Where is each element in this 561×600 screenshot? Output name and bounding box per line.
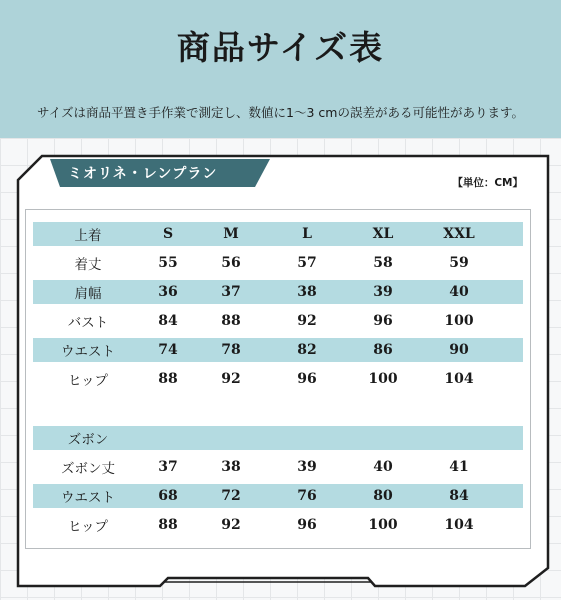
header-cell: XL	[372, 226, 394, 242]
table-cell: 39	[373, 284, 393, 300]
table-cell: 68	[158, 488, 178, 504]
table-row	[33, 484, 523, 508]
table-row	[33, 280, 523, 304]
table-cell: 59	[449, 255, 469, 271]
table-cell: 76	[297, 488, 317, 504]
table-cell: 84	[158, 313, 178, 329]
table-cell: 80	[373, 488, 393, 504]
table-cell: 88	[158, 517, 178, 533]
table-cell: 37	[158, 459, 178, 475]
row-label: ヒップ	[67, 519, 109, 535]
table-cell: 96	[297, 371, 317, 387]
table-cell: 92	[297, 313, 317, 329]
table-cell: 92	[221, 371, 241, 387]
header-cell: M	[223, 226, 239, 242]
row-label: ウエスト	[61, 490, 115, 506]
table-cell: 36	[158, 284, 178, 300]
table-row	[33, 338, 523, 362]
table-cell: 40	[373, 459, 393, 475]
row-label: 肩幅	[74, 286, 102, 302]
measurement-note: サイズは商品平置き手作業で測定し、数値に1～3 cmの誤差がある可能性があります。	[37, 105, 524, 120]
table-row	[33, 513, 523, 537]
table-cell: 41	[449, 459, 469, 475]
row-label: ズボン丈	[61, 461, 115, 477]
table-cell: 39	[297, 459, 317, 475]
table-header-row	[33, 426, 523, 450]
table-cell: 55	[158, 255, 178, 271]
table-cell: 40	[449, 284, 469, 300]
page-title: 商品サイズ表	[176, 28, 385, 67]
header-cell: XXL	[443, 226, 475, 242]
table-cell: 56	[221, 255, 241, 271]
table-cell: 38	[297, 284, 317, 300]
table-cell: 84	[449, 488, 469, 504]
header-cell: S	[162, 226, 174, 242]
table-cell: 88	[158, 371, 178, 387]
row-label: 着丈	[74, 257, 102, 273]
table-cell: 104	[444, 371, 474, 387]
table-cell: 88	[221, 313, 241, 329]
table-cell: 100	[444, 313, 474, 329]
table-row	[33, 309, 523, 333]
table-row	[33, 455, 523, 479]
row-label: ウエスト	[61, 344, 115, 360]
header-cell: L	[302, 226, 312, 242]
unit-label: 【単位：CM】	[452, 177, 523, 189]
model-name-tab: ミオリネ・レンプラン	[68, 166, 218, 182]
table-cell: 74	[158, 342, 178, 358]
table-cell: 58	[373, 255, 393, 271]
table-cell: 104	[444, 517, 474, 533]
table-cell: 90	[449, 342, 469, 358]
table-cell: 78	[221, 342, 241, 358]
table-cell: 100	[368, 517, 398, 533]
table-cell: 96	[297, 517, 317, 533]
header-cell: ズボン	[67, 432, 109, 448]
table-cell: 37	[221, 284, 241, 300]
table-row	[33, 367, 523, 391]
header-cell: 上着	[74, 228, 102, 244]
table-cell: 96	[373, 313, 393, 329]
table-cell: 38	[221, 459, 241, 475]
table-cell: 92	[221, 517, 241, 533]
row-label: ヒップ	[67, 373, 109, 389]
table-row	[33, 251, 523, 275]
table-cell: 100	[368, 371, 398, 387]
table-cell: 57	[297, 255, 317, 271]
table-header-row	[33, 222, 523, 246]
table-cell: 72	[221, 488, 241, 504]
table-cell: 86	[373, 342, 393, 358]
row-label: バスト	[67, 315, 109, 331]
table-cell: 82	[297, 342, 317, 358]
